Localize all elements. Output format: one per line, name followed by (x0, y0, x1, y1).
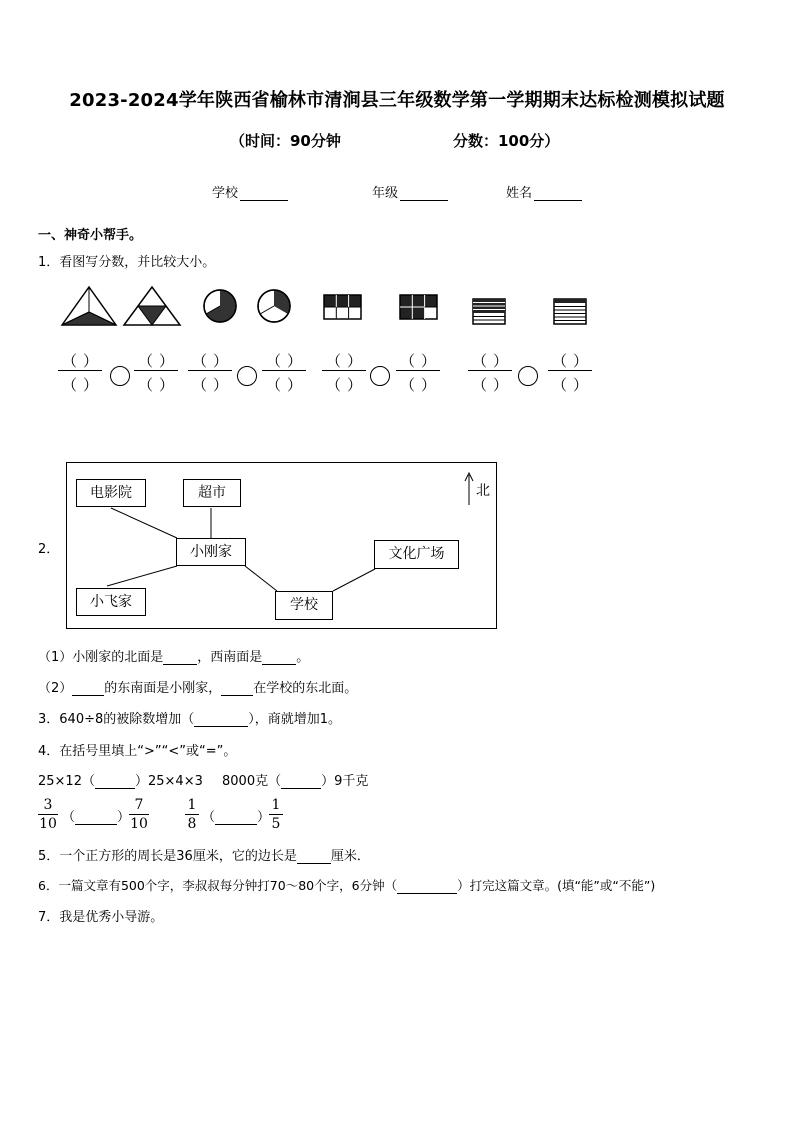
school-field (212, 182, 288, 201)
question-2-number: 2． (38, 542, 60, 557)
fraction-1-5: 1 5 (269, 797, 283, 832)
stripe-figure-2 (554, 299, 586, 324)
question-6: 6．一篇文章有500个字，李叔叔每分钟打70～80个字，6分钟（ ）打完这篇文章。(填“能”或“不能”) (38, 878, 656, 893)
time-label: （时间：90分钟 (230, 132, 341, 150)
score-label: 分数：100分） (453, 132, 560, 150)
stripe-figure-1 (473, 299, 505, 324)
fraction-3-10: 3 10 (39, 797, 57, 832)
question-1: 1．看图写分数，并比较大小。 (38, 255, 216, 270)
fraction-answer-4[interactable]: （ ） （ ） (262, 350, 306, 392)
circle-figure-2 (258, 290, 290, 322)
compare-slot-2: （ ） (202, 810, 271, 825)
name-blank[interactable] (534, 186, 582, 201)
question-5: 5．一个正方形的周长是36厘米，它的边长是 厘米． (38, 849, 370, 864)
fraction-answer-2[interactable]: （ ） （ ） (134, 350, 178, 392)
school-label: 学校 (212, 186, 239, 201)
question-4-row-1b: 8000克（ ）9千克 (222, 774, 369, 789)
answer-blank[interactable] (75, 811, 117, 825)
circle-figure-1 (204, 290, 236, 322)
map-culture-square: 文化广场 (374, 540, 459, 569)
map-xiaofei-home: 小飞家 (76, 588, 146, 616)
answer-blank[interactable] (194, 713, 248, 727)
fraction-answer-3[interactable]: （ ） （ ） (188, 350, 232, 392)
grade-blank[interactable] (400, 186, 448, 201)
grade-field (372, 182, 448, 201)
section-title: 一、神奇小帮手。 (38, 228, 143, 243)
name-field (506, 182, 582, 201)
map-frame (66, 462, 497, 629)
fraction-1-8: 1 8 (185, 797, 199, 832)
fraction-answer-7[interactable]: （ ） （ ） (468, 350, 512, 392)
fraction-answer-5[interactable]: （ ） （ ） (322, 350, 366, 392)
answer-blank[interactable] (72, 682, 104, 696)
map-supermarket: 超市 (183, 479, 241, 507)
map-cinema: 电影院 (76, 479, 146, 507)
grid-figure-1 (324, 295, 361, 319)
question-2-2: （2） 的东南面是小刚家， 在学校的东北面。 (38, 681, 358, 696)
fraction-answer-8[interactable]: （ ） （ ） (548, 350, 592, 392)
school-blank[interactable] (240, 186, 288, 201)
fraction-answer-1[interactable]: （ ） （ ） (58, 350, 102, 392)
grid-figure-2 (400, 295, 437, 319)
question-4: 4．在括号里填上“>”“<”或“=”。 (38, 744, 237, 759)
map-xiaogang-home: 小刚家 (176, 538, 246, 566)
answer-blank[interactable] (163, 651, 197, 665)
question-2-1: （1）小刚家的北面是 ，西南面是 。 (38, 650, 310, 665)
fraction-7-10: 7 10 (130, 797, 148, 832)
compare-slot-1: （ ） (62, 810, 131, 825)
answer-blank[interactable] (281, 775, 321, 789)
answer-blank[interactable] (95, 775, 135, 789)
question-3: 3．640÷8的被除数增加（ ），商就增加1。 (38, 712, 342, 727)
north-label: 北 (476, 483, 490, 499)
name-label: 姓名 (506, 186, 533, 201)
question-4-row-1: 25×12（ ）25×4×3 (38, 774, 203, 789)
answer-blank[interactable] (221, 682, 253, 696)
compare-circle-2[interactable] (237, 366, 257, 386)
answer-blank[interactable] (297, 850, 331, 864)
answer-blank[interactable] (215, 811, 257, 825)
compare-circle-4[interactable] (518, 366, 538, 386)
fraction-figures (0, 282, 794, 332)
page-title: 2023-2024学年陕西省榆林市清涧县三年级数学第一学期期末达标检测模拟试题 (69, 90, 725, 111)
answer-blank[interactable] (397, 880, 457, 894)
question-7: 7．我是优秀小导游。 (38, 910, 164, 925)
fraction-answer-6[interactable]: （ ） （ ） (396, 350, 440, 392)
map-school: 学校 (275, 591, 333, 620)
grade-label: 年级 (372, 186, 399, 201)
triangle-figure-2 (124, 287, 180, 325)
compare-circle-3[interactable] (370, 366, 390, 386)
answer-blank[interactable] (262, 651, 296, 665)
compare-circle-1[interactable] (110, 366, 130, 386)
triangle-figure-1 (62, 287, 116, 325)
